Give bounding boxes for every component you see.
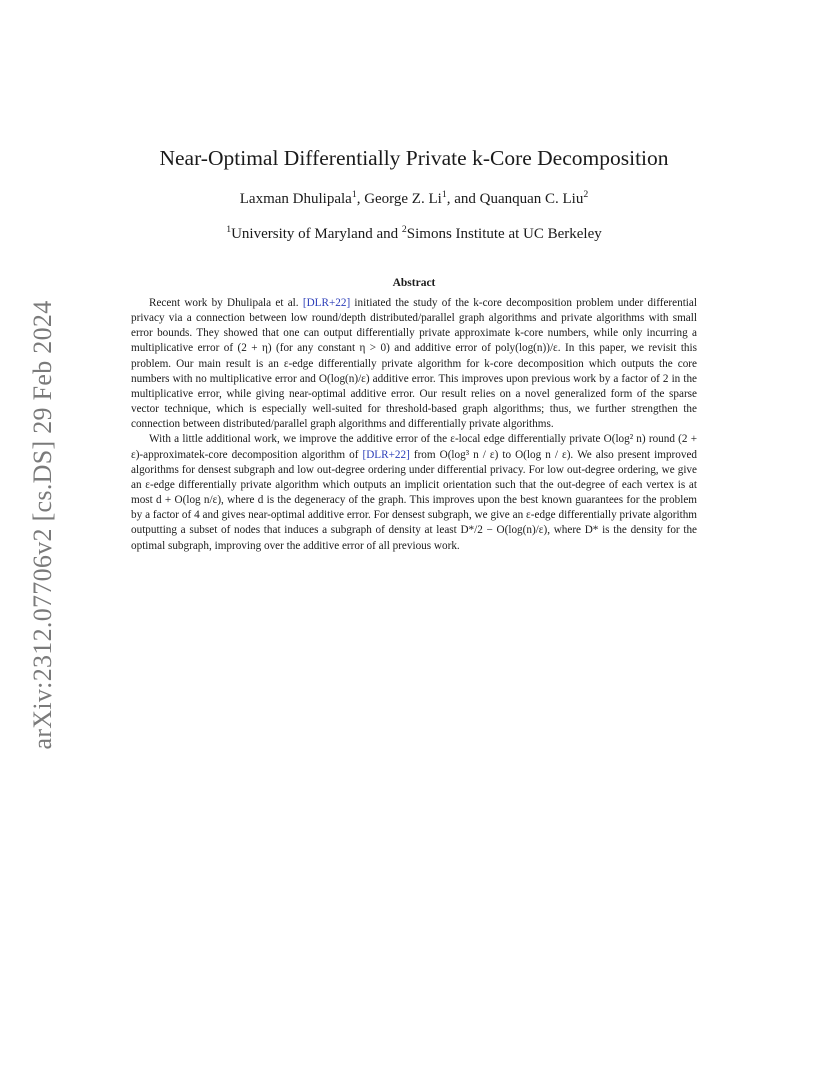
author-name: Quanquan C. Liu <box>479 191 584 207</box>
affiliation-name: Simons Institute at UC Berkeley <box>406 226 602 242</box>
abstract-text: Recent work by Dhulipala et al. <box>149 297 303 309</box>
arxiv-identifier-text: arXiv:2312.07706v2 [cs.DS] 29 Feb 2024 <box>28 300 57 750</box>
affiliation-list <box>0 226 828 243</box>
citation-link[interactable]: [DLR+22] <box>362 448 410 461</box>
abstract-paragraph <box>131 432 697 553</box>
paper-title: Near-Optimal Differentially Private k-Core Decomposition <box>159 146 669 170</box>
abstract-text: initiated the study of the k-core decomposition problem under differential privacy via a connection between low round/depth distributed/parallel graph algorithms and private algorithms with small error bounds. They showed that one can output differentially private approximate k-core numbers, while only incurring a multiplicative error of (2 + η) (for any constant η > 0) and additive error of poly(log(n))/ε. In this paper, we revisit this problem. Our main result is an ε-edge differentially private algorithm for k-core decomposition which outputs the core numbers with no multiplicative error and O(log(n)/ε) additive error. This improves upon previous work by a factor of 2 in the multiplicative error, while giving near-optimal additive error. Our result relies on a novel generalized form of the sparse vector technique, which is especially well-suited for threshold-based graph algorithms; thus, we further strengthen the connection between distributed/parallel graph algorithms and differentially private algorithms. <box>131 297 697 431</box>
abstract-body <box>131 296 697 554</box>
author-affiliation-mark: 2 <box>583 189 589 200</box>
author-affiliation-mark: 1 <box>441 189 447 200</box>
affiliation-name: University of Maryland <box>231 226 373 242</box>
abstract-paragraph <box>131 296 697 432</box>
author-affiliation-mark: 1 <box>351 189 357 200</box>
author-separator: , <box>356 191 365 207</box>
author-name: George Z. Li <box>364 191 442 207</box>
abstract-text: from O(log³ n / ε) to O(log n / ε). We also present improved algorithms for densest subgraph and low out-degree ordering under differential privacy. For low out-degree ordering, we give an ε-edge differentially private algorithm which outputs an implicit orientation such that the out-degree of each vertex is at most d + O(log n/ε), where d is the degeneracy of the graph. This improves upon the best known guarantees for the problem by a factor of 4 and gives near-optimal additive error. For densest subgraph, we give an ε-edge differentially private algorithm outputting a subset of nodes that induces a subgraph of density at least D*/2 − O(log(n)/ε), where D* is the density for the optimal subgraph, improving over the additive error of all previous work. <box>131 448 698 552</box>
abstract-text: With a little additional work, we improve the additive error of the ε-local edge differentially private O(log² n) round (2 + ε)-approximatek-core decomposition algorithm of <box>131 433 697 461</box>
affiliation-mark: 2 <box>401 224 407 235</box>
affiliation-mark: 1 <box>226 224 232 235</box>
abstract-heading: Abstract <box>392 277 436 289</box>
arxiv-identifier-stamp <box>22 290 64 760</box>
author-list <box>0 191 828 208</box>
citation-link[interactable]: [DLR+22] <box>302 297 351 309</box>
author-name: Laxman Dhulipala <box>239 191 352 207</box>
author-separator: , and <box>446 191 480 207</box>
affiliation-joiner: and <box>372 226 402 242</box>
